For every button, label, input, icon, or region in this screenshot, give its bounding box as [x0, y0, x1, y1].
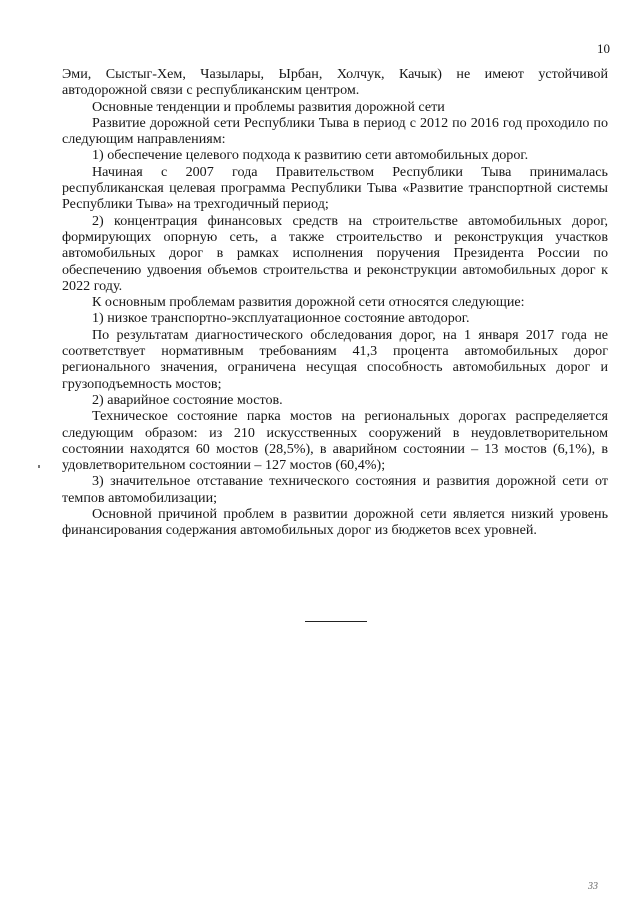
margin-mark: [38, 465, 40, 468]
paragraph-diagnostic-results: По результатам диагностического обследования дорог, на 1 января 2017 года не соответствует нормативным требованиям 41,3 процента автомобильных дорог регионального значения, ограничена несущая способность автомобильных дорог и грузоподъемность мостов;: [62, 326, 608, 392]
paragraph-development-directions: Развитие дорожной сети Республики Тыва в период с 2012 по 2016 год проходило по следующим направлениям:: [62, 114, 608, 148]
list-item-technical-lag: 3) значительное отставание технического состояния и развития дорожной сети от темпов автомобилизации;: [62, 473, 608, 506]
end-separator-line: [305, 621, 367, 622]
paragraph-main-cause: Основной причиной проблем в развитии дорожной сети является низкий уровень финансирования содержания автомобильных дорог из бюджетов всех уровней.: [62, 506, 608, 539]
page-number: 10: [597, 41, 610, 56]
section-heading-road-network-trends: Основные тенденции и проблемы развития дорожной сети: [92, 98, 445, 115]
paragraph-bridge-condition: Техническое состояние парка мостов на региональных дорогах распределяется следующим образом: из 210 искусственных сооружений в неудовлетворительном состоянии находятся 60 мостов (28,5%), в аварийном состоянии – 13 мостов (6,1%), в удовлетворительном состоянии – 127 мостов (60,4%);: [62, 408, 608, 474]
document-body: [62, 66, 608, 539]
list-item-bridge-emergency: 2) аварийное состояние мостов.: [92, 391, 283, 408]
handwritten-corner-mark: 33: [588, 881, 598, 892]
paragraph-main-problems: К основным проблемам развития дорожной сети относятся следующие:: [92, 294, 525, 311]
list-item-financial-concentration: 2) концентрация финансовых средств на строительстве автомобильных дорог, формирующих опорную сеть, а также строительство и реконструкция участков автомобильных дорог в рамках исполнения поручения Президента России по обеспечению удвоения объемов строительства и реконструкции автомобильных дорог к 2022 году.: [62, 212, 608, 294]
list-item-low-road-condition: 1) низкое транспортно-эксплуатационное состояние автодорог.: [92, 310, 470, 327]
list-item-targeted-approach: 1) обеспечение целевого подхода к развитию сети автомобильных дорог.: [92, 147, 529, 164]
paragraph-target-program: Начиная с 2007 года Правительством Республики Тыва принималась республиканская целевая программа Республики Тыва «Развитие транспортной системы Республики Тыва» на трехгодичный период;: [62, 163, 608, 213]
paragraph-settlements-continued: Эми, Сыстыг-Хем, Чазылары, Ырбан, Холчук, Качык) не имеют устойчивой автодорожной связи с республиканским центром.: [62, 66, 608, 99]
